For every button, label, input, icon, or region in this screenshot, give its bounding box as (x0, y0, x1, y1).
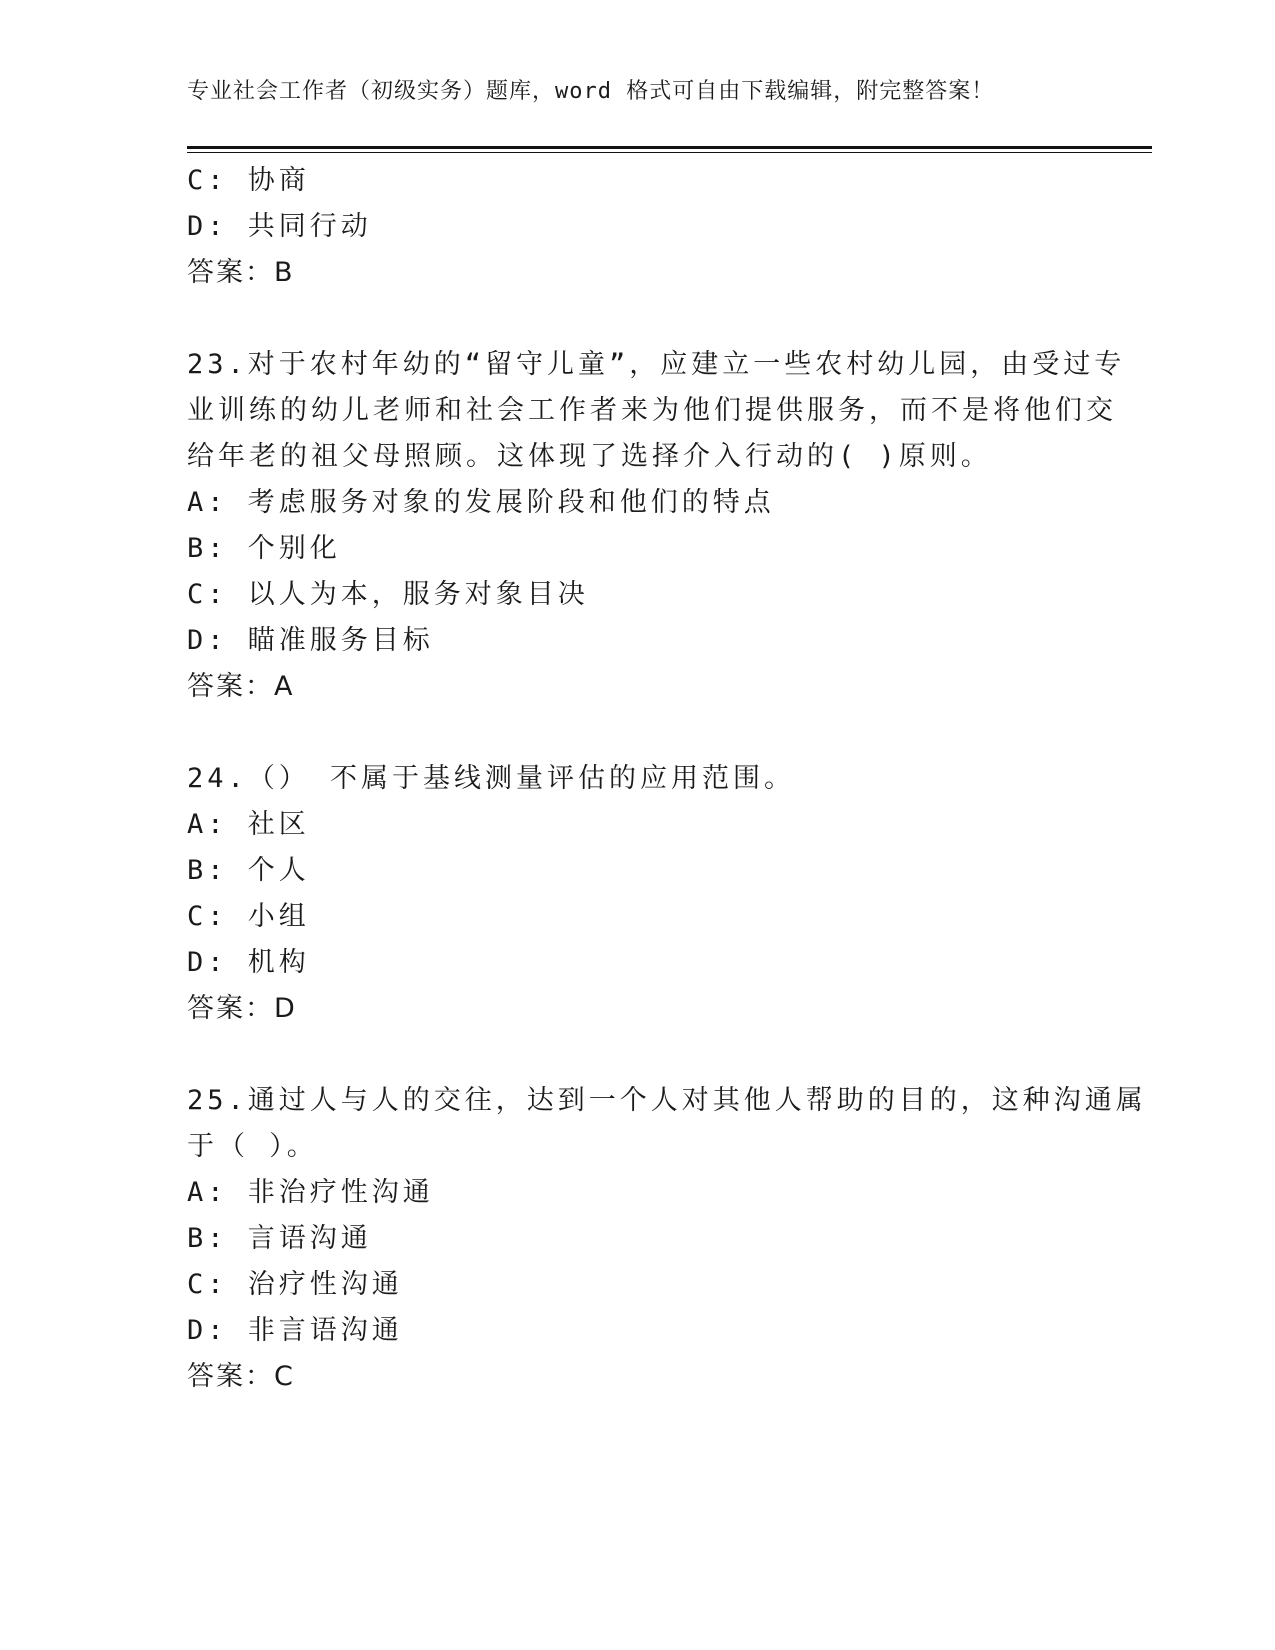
option-b: B: 个别化 (187, 533, 341, 564)
question-23 (187, 342, 1126, 710)
option-c: C: 协商 (187, 165, 310, 196)
question-stem: 24.（） 不属于基线测量评估的应用范围。 (187, 763, 796, 794)
question-stem: 23.对于农村年幼的“留守儿童”，应建立一些农村幼儿园，由受过专 (187, 349, 1126, 380)
option-d: D: 瞄准服务目标 (187, 625, 434, 656)
option-a: A: 考虑服务对象的发展阶段和他们的特点 (187, 487, 775, 518)
option-a: A: 社区 (187, 809, 310, 840)
question-stem: 给年老的祖父母照顾。这体现了选择介入行动的( )原则。 (187, 441, 992, 472)
question-24 (187, 756, 1087, 1032)
question-stem: 于（ ）。 (187, 1131, 318, 1162)
question-stem: 25.通过人与人的交往，达到一个人对其他人帮助的目的，这种沟通属 (187, 1085, 1147, 1116)
option-b: B: 个人 (187, 855, 310, 886)
header-rule-thick (187, 146, 1152, 149)
option-d: D: 非言语沟通 (187, 1315, 403, 1346)
answer: 答案：D (187, 993, 297, 1024)
answer: 答案：C (187, 1361, 295, 1392)
option-c: C: 以人为本，服务对象目决 (187, 579, 589, 610)
option-a: A: 非治疗性沟通 (187, 1177, 434, 1208)
question-list (187, 158, 1147, 1400)
option-d: D: 机构 (187, 947, 310, 978)
answer: 答案：B (187, 257, 295, 288)
option-b: B: 言语沟通 (187, 1223, 372, 1254)
answer: 答案：A (187, 671, 295, 702)
option-c: C: 小组 (187, 901, 310, 932)
question-stem: 业训练的幼儿老师和社会工作者来为他们提供服务，而不是将他们交 (187, 395, 1117, 426)
question-25 (187, 1078, 1147, 1400)
option-c: C: 治疗性沟通 (187, 1269, 403, 1300)
option-d: D: 共同行动 (187, 211, 372, 242)
page-header: 专业社会工作者（初级实务）题库，word 格式可自由下载编辑，附完整答案！ (187, 79, 995, 104)
partial-question-22 (187, 158, 1087, 296)
header-rule-thin (187, 152, 1152, 153)
